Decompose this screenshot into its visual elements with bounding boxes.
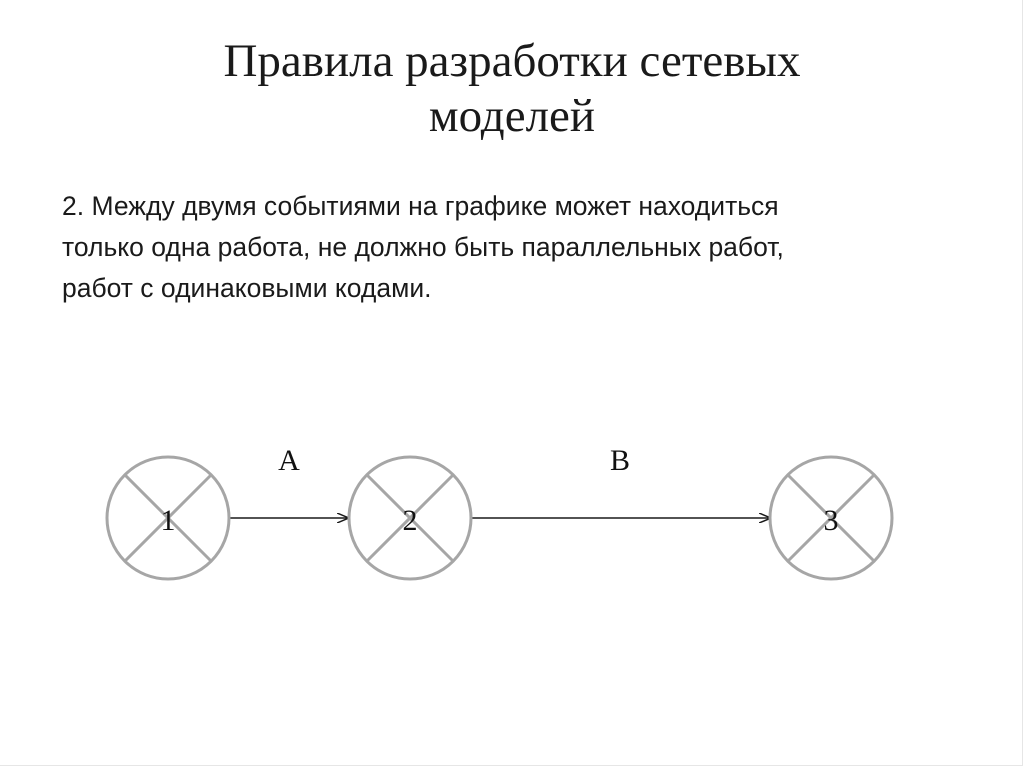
rule-line-2: только одна работа, не должно быть параллельных работ, [62, 232, 784, 262]
event-node-2 [349, 457, 471, 579]
event-node-1 [107, 457, 229, 579]
rule-line-1: 2. Между двумя событиями на графике может находиться [62, 191, 779, 221]
title-line-2: моделей [428, 90, 596, 142]
event-number: 3 [823, 504, 839, 537]
event-node-3 [770, 457, 892, 579]
event-number: 1 [160, 504, 176, 537]
title-line-1: Правила разработки сетевых [223, 35, 801, 87]
rule-line-3: работ с одинаковыми кодами. [62, 273, 432, 303]
edge-1-2 [230, 444, 348, 518]
event-number: 2 [402, 504, 418, 537]
edge-2-3 [471, 444, 770, 518]
edge-label-a: A [278, 444, 300, 477]
edge-label-b: B [609, 444, 631, 477]
